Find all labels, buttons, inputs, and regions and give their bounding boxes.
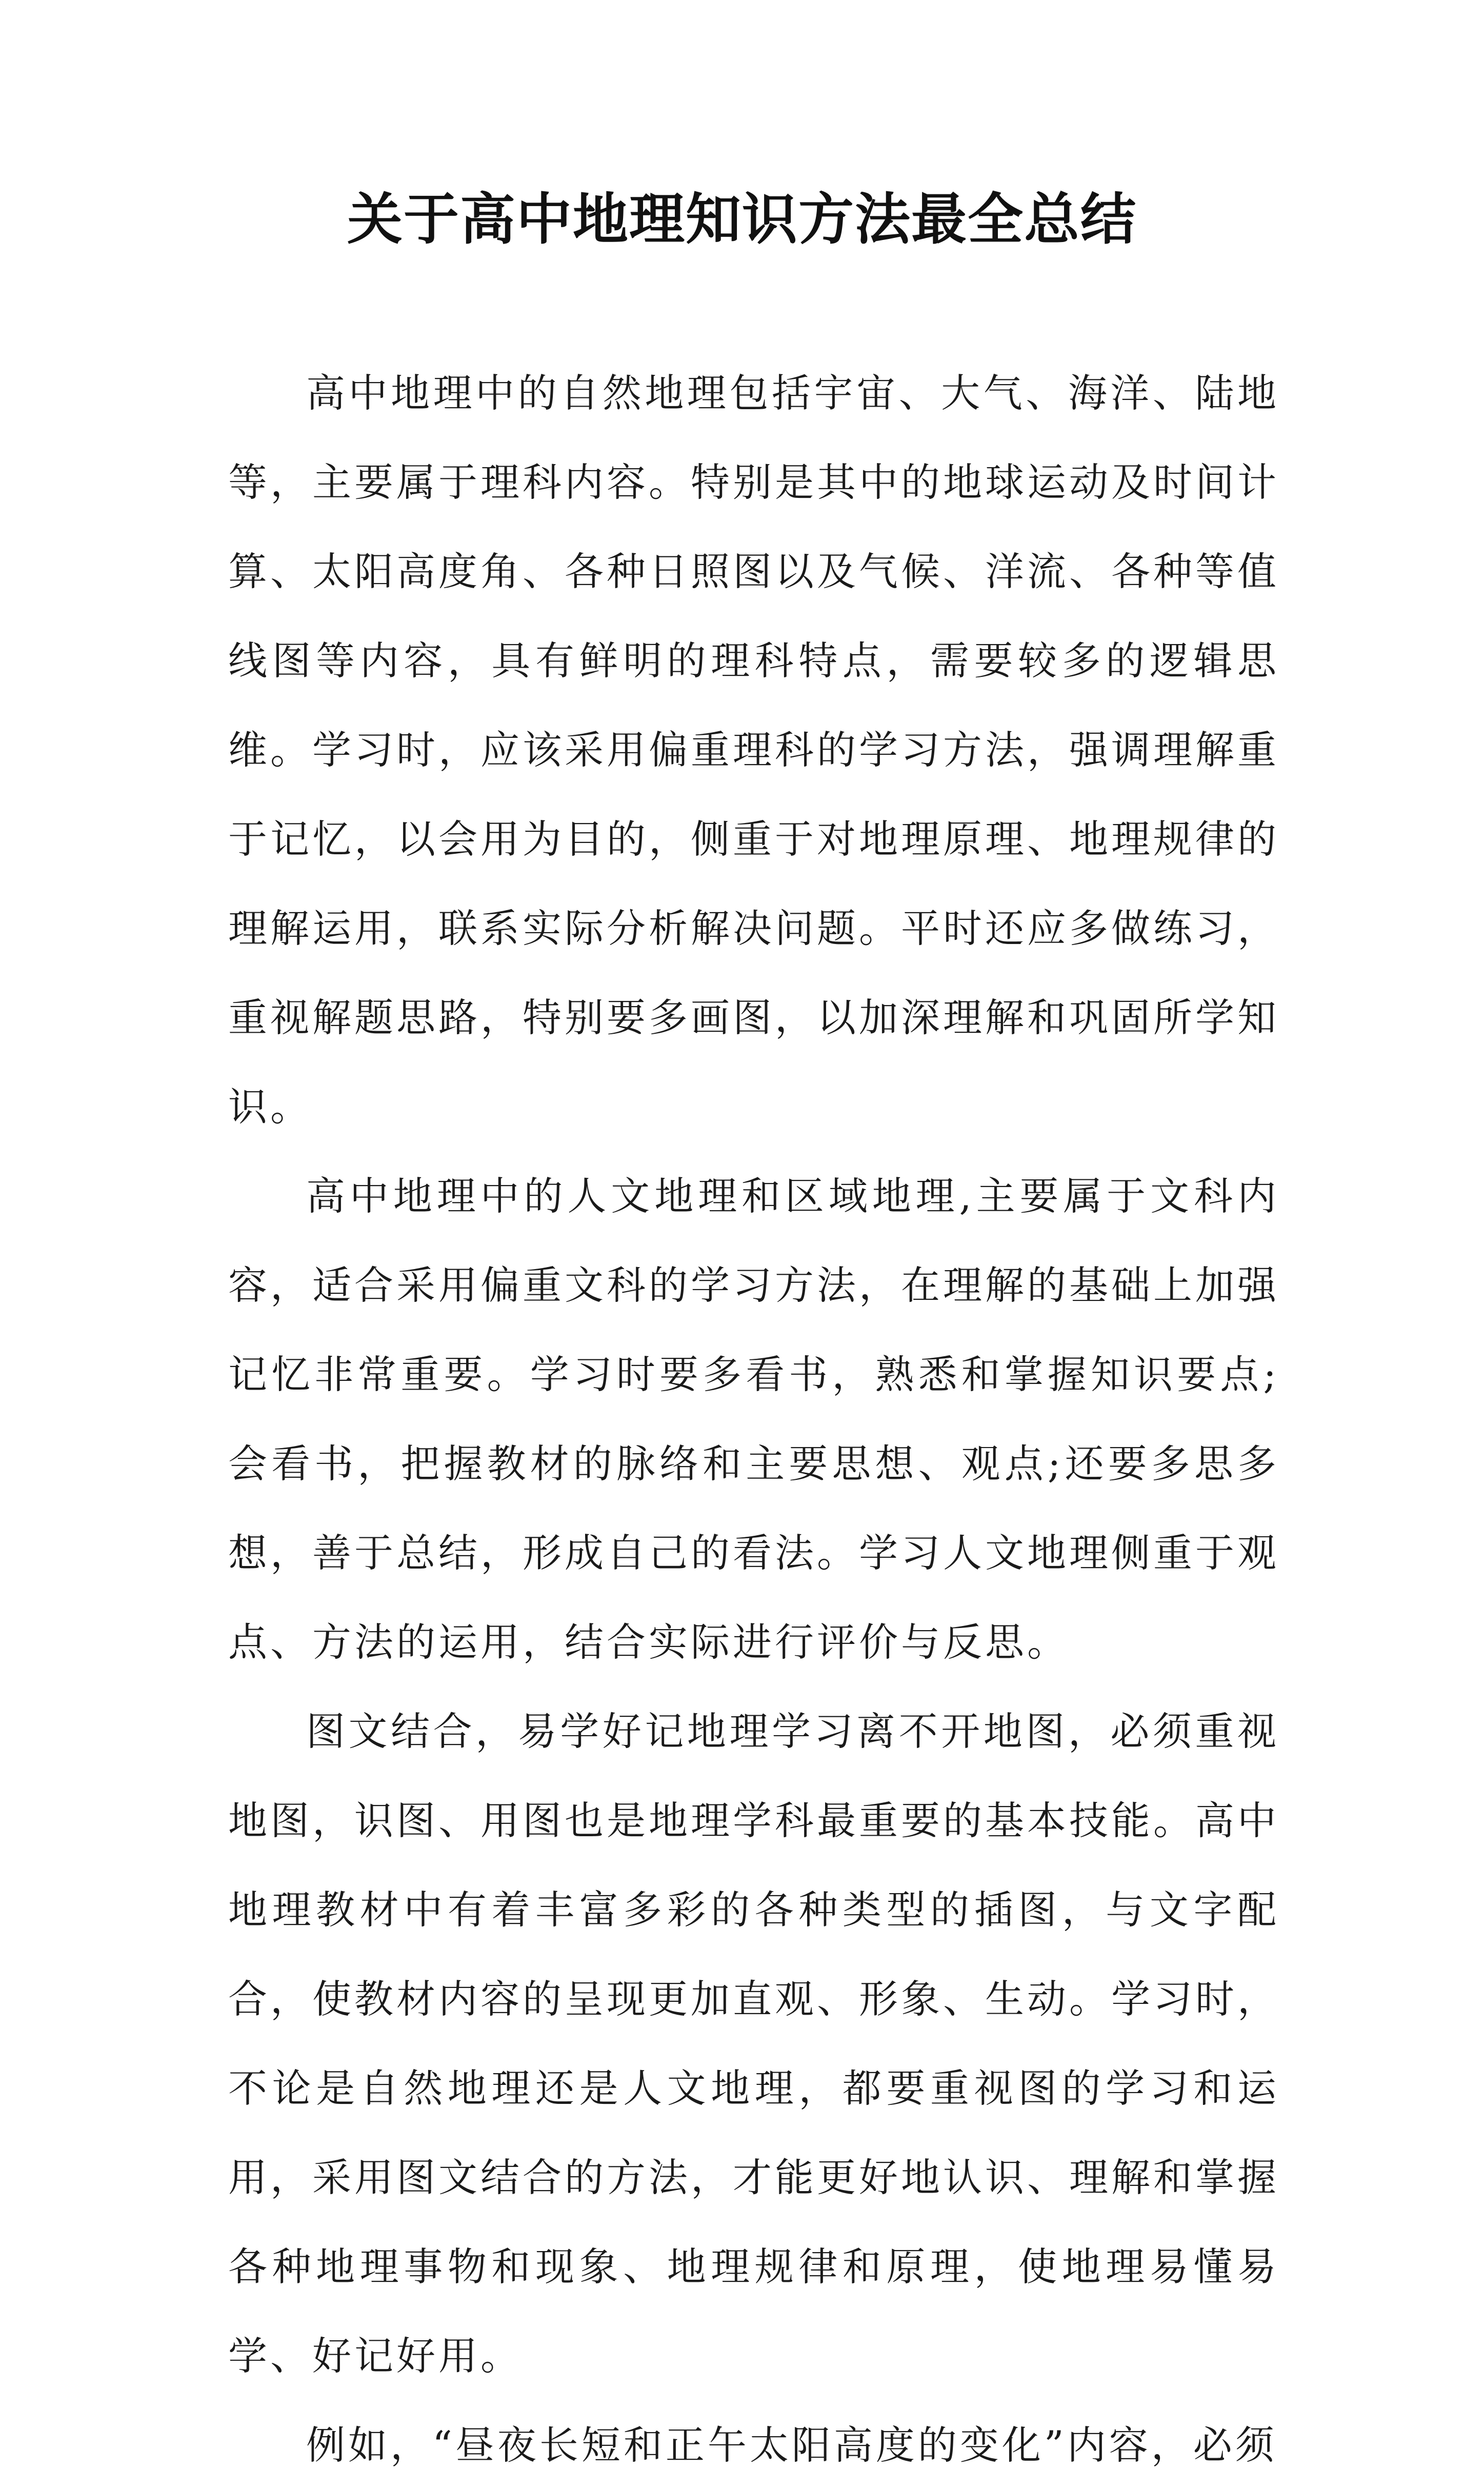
document-title: 关于高中地理知识方法最全总结 [347,187,1137,252]
paragraph-3: 图文结合，易学好记地理学习离不开地图，必须重视地图，识图、用图也是地理学科最重要的基本技能。高中地理教材中有着丰富多彩的各种类型的插图，与文字配合，使教材内容的呈现更加直观、形象、生动。学习时，不论是自然地理还是人文地理，都要重视图的学习和运用，采用图文结合的方法，才能更好地认识、理解和掌握各种地理事物和现象、地理规律和原理，使地理易懂易学、好记好用。 [228,1709,1279,2379]
paragraph-2: 高中地理中的人文地理和区域地理,主要属于文科内容，适合采用偏重文科的学习方法，在理解的基础上加强记忆非常重要。学习时要多看书，熟悉和掌握知识要点;会看书，把握教材的脉络和主要思想、观点;还要多思多想，善于总结，形成自己的看法。学习人文地理侧重于观点、方法的运用，结合实际进行评价与反思。 [228,1173,1279,1665]
paragraph-1: 高中地理中的自然地理包括宇宙、大气、海洋、陆地等，主要属于理科内容。特别是其中的地球运动及时间计算、太阳高度角、各种日照图以及气候、洋流、各种等值线图等内容，具有鲜明的理科特点，需要较多的逻辑思维。学习时，应该采用偏重理科的学习方法，强调理解重于记忆，以会用为目的，侧重于对地理原理、地理规律的理解运用，联系实际分析解决问题。平时还应多做练习，重视解题思路，特别要多画图，以加深理解和巩固所学知识。 [228,370,1279,1130]
document-body [228,349,1279,2490]
paragraph-4: 例如，“昼夜长短和正午太阳高度的变化”内容，必须 [306,2422,1277,2468]
